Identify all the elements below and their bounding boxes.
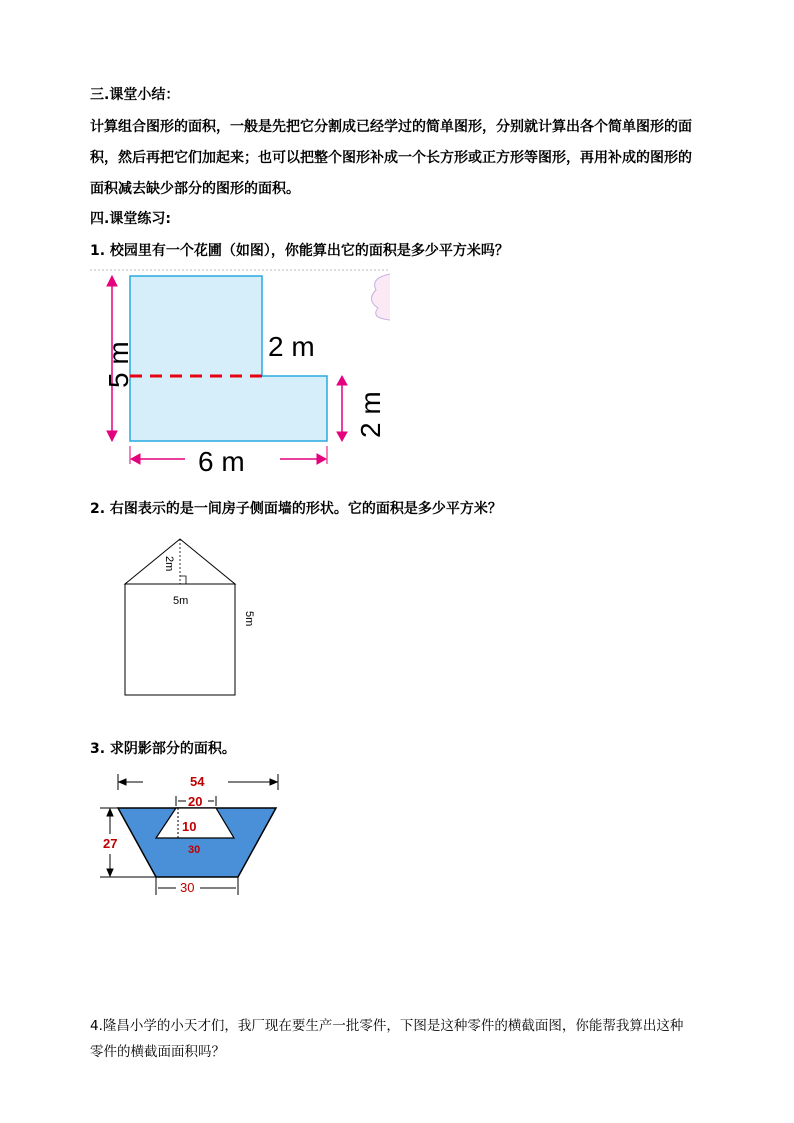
summary-heading: 三.课堂小结： <box>90 87 180 103</box>
right-height-dimension-arrow <box>337 376 347 441</box>
house-wall-figure <box>120 534 270 704</box>
question-2-text: 2. 右图表示的是一间房子侧面墙的形状。它的面积是多少平方米？ <box>90 501 502 517</box>
summary-line-1: 计算组合图形的面积，一般是先把它分割成已经学过的简单图形，分别就计算出各个简单图形的面 <box>90 119 692 135</box>
bottom-dimension <box>156 877 238 895</box>
label-roof-height: 2m <box>163 556 175 572</box>
question-3-text: 3. 求阴影部分的面积。 <box>90 741 236 757</box>
practice-heading: 四.课堂练习: <box>90 211 171 227</box>
roof-triangle <box>125 539 235 584</box>
label-bottom: 30 <box>180 880 195 895</box>
label-right-height-2m: 2 m <box>355 391 386 438</box>
label-base: 5m <box>173 595 189 607</box>
shaded-trapezoid-figure <box>98 770 298 900</box>
cloud-decoration <box>371 274 390 320</box>
label-inner-bottom: 30 <box>188 844 201 856</box>
label-step-2m: 2 m <box>268 331 315 362</box>
label-top: 54 <box>190 774 205 789</box>
right-angle-mark <box>180 576 186 584</box>
label-inner-top: 20 <box>188 794 203 809</box>
label-width-6m: 6 m <box>198 446 245 477</box>
summary-line-2: 积，然后再把它们加起来；也可以把整个图形补成一个长方形或正方形等图形，再用补成的图形的 <box>90 150 692 166</box>
label-wall-height: 5m <box>243 611 255 627</box>
flowerbed-figure <box>90 266 390 476</box>
summary-line-3: 面积减去缺少部分的图形的面积。 <box>90 181 300 197</box>
label-height: 27 <box>103 836 118 851</box>
label-height-5m: 5 m <box>103 341 134 388</box>
question-4-line-2: 零件的横截面面积吗？ <box>90 1044 225 1060</box>
question-4-line-1: 4.隆昌小学的小天才们，我厂现在要生产一批零件，下图是这种零件的横截面图，你能帮我算出这种 <box>90 1018 684 1034</box>
question-1-text: 1. 校园里有一个花圃（如图），你能算出它的面积是多少平方米吗？ <box>90 243 509 259</box>
label-inner-height: 10 <box>182 819 197 834</box>
